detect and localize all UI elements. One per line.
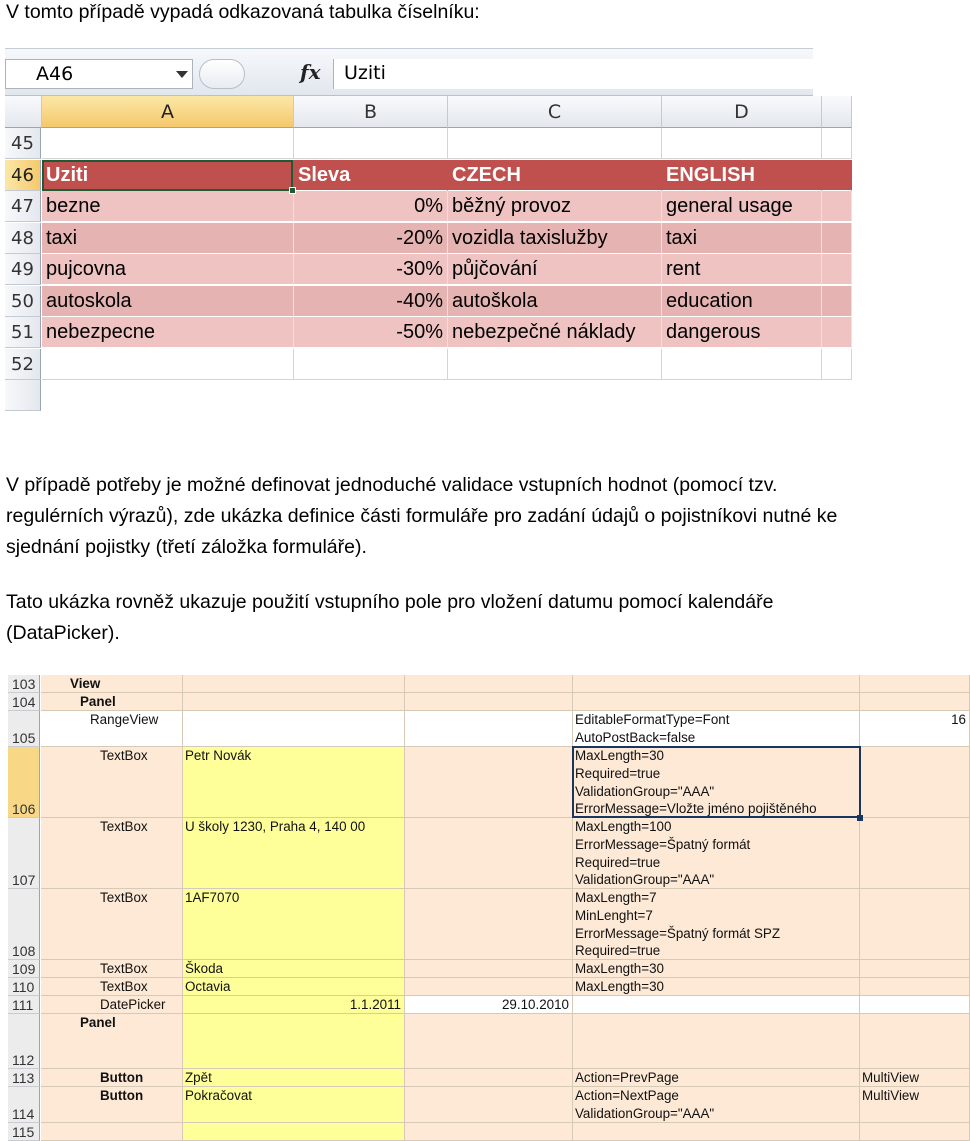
cell-text	[862, 978, 969, 996]
formula-input[interactable]: Uziti	[333, 59, 813, 89]
cell-d47[interactable]: general usage	[662, 191, 822, 222]
column-header-b[interactable]: B	[294, 96, 448, 128]
row-header-105[interactable]	[8, 711, 40, 747]
cell-d46[interactable]: ENGLISH	[662, 160, 822, 191]
cell-b48[interactable]: -20%	[294, 223, 448, 254]
property-line: EditableFormatType=Font	[575, 712, 730, 727]
property-line: MinLenght=7	[575, 907, 653, 923]
cell-c113[interactable]	[405, 1069, 573, 1087]
cell-d45[interactable]	[662, 128, 822, 159]
column-header-d[interactable]: D	[662, 96, 822, 128]
column-header-corner[interactable]	[5, 96, 42, 128]
row-number: 104	[12, 694, 36, 710]
chevron-down-icon[interactable]	[176, 71, 188, 78]
cell-c108[interactable]	[405, 889, 573, 960]
cell-b107[interactable]	[183, 818, 405, 889]
cell-text: 1.1.2011	[349, 997, 401, 1012]
cell-text	[862, 1014, 969, 1032]
cell-e108[interactable]	[860, 889, 970, 960]
cell-b50[interactable]: -40%	[294, 286, 448, 317]
column-header-partial[interactable]	[822, 96, 852, 128]
cell-text	[407, 711, 572, 729]
cell-text	[407, 1014, 572, 1032]
cell-c104[interactable]	[405, 693, 573, 711]
cell-a47[interactable]: bezne	[42, 191, 294, 222]
cell-e113[interactable]	[860, 1069, 970, 1087]
cell-b115[interactable]	[183, 1123, 405, 1141]
cell-b103[interactable]	[183, 675, 405, 693]
row-header-111[interactable]	[8, 996, 40, 1014]
property-line: MaxLength=30	[575, 961, 664, 976]
row-header-45[interactable]: 45	[5, 128, 41, 159]
cell-c48[interactable]: vozidla taxislužby	[448, 223, 662, 254]
cell-e109[interactable]	[860, 960, 970, 978]
cell-b113[interactable]	[183, 1069, 405, 1087]
cell-a46[interactable]: Uziti	[42, 160, 294, 191]
cell-a105[interactable]	[41, 711, 183, 747]
row-number: 106	[12, 801, 36, 817]
row-number: 111	[12, 997, 34, 1013]
cell-c45[interactable]	[448, 128, 662, 159]
fill-handle[interactable]	[289, 187, 296, 194]
cell-text	[407, 747, 572, 765]
property-line: Action=PrevPage	[575, 1070, 679, 1085]
cell-text: Zpět	[185, 1070, 212, 1085]
cell-text: Škoda	[185, 961, 223, 976]
row-header-115[interactable]	[8, 1123, 40, 1141]
cell-e111[interactable]	[860, 996, 970, 1014]
cell-a107[interactable]	[41, 818, 183, 889]
cell-d105[interactable]	[573, 711, 860, 747]
cell-e114[interactable]	[860, 1087, 970, 1123]
row-header-52[interactable]: 52	[5, 349, 41, 380]
cell-d113[interactable]	[573, 1069, 860, 1087]
row-header-46[interactable]: 46	[5, 160, 41, 191]
cell-b47[interactable]: 0%	[294, 191, 448, 222]
cell-text: TextBox	[100, 979, 148, 994]
row-header-108[interactable]	[8, 889, 40, 960]
fill-handle[interactable]	[857, 815, 863, 821]
cell-d108[interactable]	[573, 889, 860, 960]
row-header-103[interactable]	[8, 675, 40, 693]
cell-a110[interactable]	[41, 978, 183, 996]
cell-c52[interactable]	[448, 349, 662, 380]
cell-text: 16	[951, 712, 966, 727]
cell-c47[interactable]: běžný provoz	[448, 191, 662, 222]
cell-text: Pokračovat	[185, 1088, 252, 1103]
cell-d110[interactable]	[573, 978, 860, 996]
cell-b109[interactable]	[183, 960, 405, 978]
cell-d115[interactable]	[573, 1123, 860, 1141]
cell-d109[interactable]	[573, 960, 860, 978]
cell-d48[interactable]: taxi	[662, 223, 822, 254]
property-line: ErrorMessage=Špatný formát SPZ	[575, 925, 781, 941]
property-line: ValidationGroup="AAA"	[575, 1105, 715, 1121]
property-line: Required=true	[575, 854, 661, 870]
property-line: ErrorMessage=Vložte jméno pojištěného	[575, 801, 817, 817]
cell-text: MultiView	[862, 1070, 920, 1085]
cell-a112[interactable]	[41, 1014, 183, 1069]
cell-text	[407, 1069, 572, 1087]
paragraph-line: sjednání pojistky (třetí záložka formuláře).	[6, 536, 367, 558]
cell-text	[407, 818, 572, 836]
cell-b105[interactable]	[183, 711, 405, 747]
cell-b52[interactable]	[294, 349, 448, 380]
cell-text: TextBox	[100, 819, 148, 834]
cell-text: TextBox	[100, 890, 148, 905]
cell-text: Button	[100, 1088, 144, 1103]
row-number: 108	[12, 943, 36, 959]
cell-e115[interactable]	[860, 1123, 970, 1141]
cell-d114[interactable]	[573, 1087, 860, 1123]
cell-e46[interactable]	[822, 160, 852, 191]
cell-text: RangeView	[90, 712, 159, 727]
cell-text: Octavia	[185, 979, 231, 994]
row-number: 109	[12, 961, 36, 977]
cell-e50[interactable]	[822, 286, 852, 317]
cell-c112[interactable]	[405, 1014, 573, 1069]
function-icon[interactable]: fx	[300, 60, 321, 84]
cell-c103[interactable]	[405, 675, 573, 693]
name-box-value: A46	[36, 63, 74, 85]
cell-e103[interactable]	[860, 675, 970, 693]
intro-paragraph	[6, 0, 480, 28]
row-number: 115	[12, 1124, 35, 1140]
cell-text	[407, 978, 572, 996]
cell-c111[interactable]	[405, 996, 573, 1014]
cell-c50[interactable]: autoškola	[448, 286, 662, 317]
cell-a45[interactable]	[42, 128, 294, 159]
cell-text	[862, 1123, 969, 1141]
cell-text	[862, 960, 969, 978]
validation-paragraph	[6, 470, 837, 563]
form-definition-screenshot	[8, 675, 966, 1140]
cell-b104[interactable]	[183, 693, 405, 711]
property-line: MaxLength=100	[575, 819, 672, 834]
cell-d52[interactable]	[662, 349, 822, 380]
cell-b49[interactable]: -30%	[294, 254, 448, 285]
cell-c114[interactable]	[405, 1087, 573, 1123]
cell-e45[interactable]	[822, 128, 852, 159]
cell-b111[interactable]	[183, 996, 405, 1014]
property-line: Required=true	[575, 765, 661, 781]
cell-text	[185, 675, 404, 693]
property-line: Required=true	[575, 943, 661, 959]
cell-text	[407, 693, 572, 711]
cell-c105[interactable]	[405, 711, 573, 747]
cell-text: TextBox	[100, 748, 148, 763]
cell-a103[interactable]	[41, 675, 183, 693]
cell-text	[862, 889, 969, 907]
cell-d106[interactable]	[573, 747, 860, 818]
cell-text	[185, 1123, 404, 1141]
row-number: 103	[12, 676, 36, 692]
property-line: MaxLength=7	[575, 890, 657, 905]
cell-a104[interactable]	[41, 693, 183, 711]
cell-b106[interactable]	[183, 747, 405, 818]
cell-c109[interactable]	[405, 960, 573, 978]
cell-text	[862, 996, 969, 1014]
row-header-114[interactable]	[8, 1087, 40, 1123]
property-line: Action=NextPage	[575, 1088, 679, 1103]
row-number: 113	[12, 1070, 35, 1086]
cell-e47[interactable]	[822, 191, 852, 222]
cell-c110[interactable]	[405, 978, 573, 996]
column-header-a[interactable]: A	[42, 96, 294, 128]
cell-text: DatePicker	[100, 997, 166, 1012]
cell-e52[interactable]	[822, 349, 852, 380]
property-line: MaxLength=30	[575, 979, 664, 994]
row-number: 114	[12, 1106, 35, 1122]
cell-text: Petr Novák	[185, 748, 252, 763]
cell-e110[interactable]	[860, 978, 970, 996]
cell-text	[862, 675, 969, 693]
cell-text	[862, 747, 969, 765]
row-number: 110	[12, 979, 35, 995]
cell-a49[interactable]: pujcovna	[42, 254, 294, 285]
cell-c46[interactable]: CZECH	[448, 160, 662, 191]
formula-bar	[5, 48, 813, 96]
cell-e112[interactable]	[860, 1014, 970, 1069]
row-header-113[interactable]	[8, 1069, 40, 1087]
cell-text	[407, 1087, 572, 1105]
cell-a109[interactable]	[41, 960, 183, 978]
row-header-107[interactable]	[8, 818, 40, 889]
cell-text	[407, 889, 572, 907]
cell-e48[interactable]	[822, 223, 852, 254]
cell-b110[interactable]	[183, 978, 405, 996]
cell-d107[interactable]	[573, 818, 860, 889]
cell-c115[interactable]	[405, 1123, 573, 1141]
property-line: ValidationGroup="AAA"	[575, 783, 715, 799]
cell-e104[interactable]	[860, 693, 970, 711]
cell-text	[407, 1123, 572, 1141]
cell-a108[interactable]	[41, 889, 183, 960]
cell-d49[interactable]: rent	[662, 254, 822, 285]
cell-b114[interactable]	[183, 1087, 405, 1123]
cell-text	[407, 960, 572, 978]
cell-c51[interactable]: nebezpečné náklady	[448, 317, 662, 348]
cell-d51[interactable]: dangerous	[662, 317, 822, 348]
property-line: MaxLength=30	[575, 748, 664, 763]
cell-e49[interactable]	[822, 254, 852, 285]
cell-e105[interactable]	[860, 711, 970, 747]
cell-text: Panel	[80, 1015, 116, 1030]
cell-a52[interactable]	[42, 349, 294, 380]
cell-text: Panel	[80, 694, 116, 709]
property-line: AutoPostBack=false	[575, 729, 696, 745]
cell-a115[interactable]	[41, 1123, 183, 1141]
cell-text: 1AF7070	[185, 890, 240, 905]
cell-a111[interactable]	[41, 996, 183, 1014]
cell-text: U školy 1230, Praha 4, 140 00	[185, 819, 366, 834]
cell-d103[interactable]	[573, 675, 860, 693]
cell-d111[interactable]	[573, 996, 860, 1014]
paragraph-line: Tato ukázka rovněž ukazuje použití vstupního pole pro vložení datumu pomocí kalendáře	[6, 591, 774, 613]
row-header-47[interactable]: 47	[5, 191, 41, 222]
row-header-48[interactable]: 48	[5, 223, 41, 254]
cell-text: MultiView	[862, 1088, 920, 1103]
paragraph-line: (DataPicker).	[6, 622, 120, 644]
datepicker-paragraph	[6, 587, 773, 649]
cell-b51[interactable]: -50%	[294, 317, 448, 348]
row-header-partial[interactable]	[5, 380, 41, 411]
cell-c107[interactable]	[405, 818, 573, 889]
row-header-112[interactable]	[8, 1014, 40, 1069]
property-line: ValidationGroup="AAA"	[575, 872, 715, 888]
cell-e107[interactable]	[860, 818, 970, 889]
paragraph-line: V případě potřeby je možné definovat jednoduché validace vstupních hodnot (pomocí tzv.	[6, 474, 778, 496]
cell-e106[interactable]	[860, 747, 970, 818]
cell-text: TextBox	[100, 961, 148, 976]
cell-a50[interactable]: autoskola	[42, 286, 294, 317]
row-header-104[interactable]	[8, 693, 40, 711]
row-header-51[interactable]: 51	[5, 317, 41, 348]
row-number: 105	[12, 730, 36, 746]
cell-a114[interactable]	[41, 1087, 183, 1123]
cell-a106[interactable]	[41, 747, 183, 818]
formula-bar-splitter[interactable]	[199, 59, 245, 89]
cell-text: 29.10.2010	[501, 997, 569, 1012]
name-box[interactable]	[5, 59, 193, 89]
row-header-109[interactable]	[8, 960, 40, 978]
cell-text	[862, 818, 969, 836]
cell-text	[185, 1014, 404, 1032]
row-header-110[interactable]	[8, 978, 40, 996]
cell-text	[43, 1123, 182, 1141]
row-header-49[interactable]: 49	[5, 254, 41, 285]
cell-text	[185, 693, 404, 711]
cell-b45[interactable]	[294, 128, 448, 159]
cell-text: View	[70, 676, 101, 691]
paragraph-line: regulérních výrazů), zde ukázka definice části formuláře pro zadání údajů o pojistníkovi nutné ke	[6, 505, 838, 527]
intro-text: V tomto případě vypadá odkazovaná tabulka číselníku:	[6, 1, 480, 23]
cell-d112[interactable]	[573, 1014, 860, 1069]
cell-a48[interactable]: taxi	[42, 223, 294, 254]
cell-text	[862, 693, 969, 711]
cell-b46[interactable]: Sleva	[294, 160, 448, 191]
row-header-106[interactable]	[8, 747, 40, 818]
codebook-table-screenshot	[5, 48, 813, 391]
cell-text	[185, 711, 404, 729]
property-line: ErrorMessage=Špatný formát	[575, 836, 751, 852]
row-number: 107	[12, 872, 36, 888]
cell-c106[interactable]	[405, 747, 573, 818]
cell-a51[interactable]: nebezpecne	[42, 317, 294, 348]
cell-text	[407, 675, 572, 693]
cell-b112[interactable]	[183, 1014, 405, 1069]
row-header-50[interactable]: 50	[5, 286, 41, 317]
cell-c49[interactable]: půjčování	[448, 254, 662, 285]
cell-e51[interactable]	[822, 317, 852, 348]
cell-d104[interactable]	[573, 693, 860, 711]
cell-text: Button	[100, 1070, 144, 1085]
cell-a113[interactable]	[41, 1069, 183, 1087]
column-header-c[interactable]: C	[448, 96, 662, 128]
row-number: 112	[12, 1052, 35, 1068]
cell-b108[interactable]	[183, 889, 405, 960]
cell-d50[interactable]: education	[662, 286, 822, 317]
